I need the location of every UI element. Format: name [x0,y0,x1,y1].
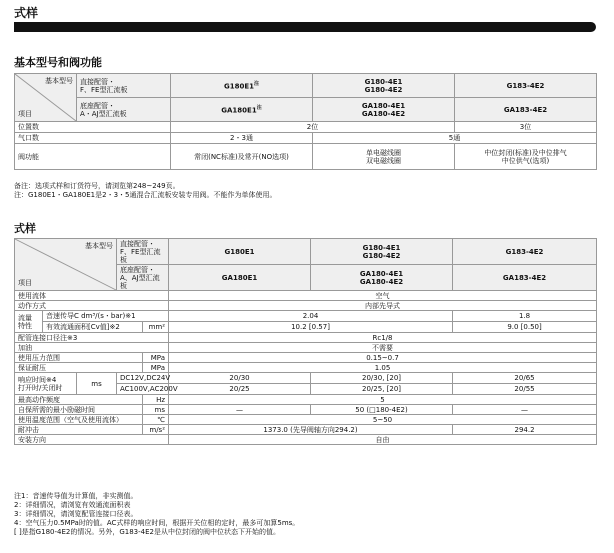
row-label-temperature: 使用温度范围（空气及使用流体） [15,415,143,425]
value-cell: 20/30 [169,373,311,384]
mount-type-base: 底座配管・ A・AJ型汇流板 [77,98,171,122]
note-line: 注1：音速传导值为计算值，非实测值。 [14,492,138,500]
row-label-fluid: 使用流体 [15,291,169,301]
corner-item-label: 项目 [18,279,32,287]
row-label-sonic-conductance: 音速传导C dm³/(s・bar)※1 [43,311,169,322]
note-line: 3：详细情况，请浏览配管连接口径表。 [14,510,138,518]
value-cell: Rc1/8 [169,333,597,343]
value-cell: 50 (□180-4E2) [311,405,453,415]
value-cell: 2位 [171,122,455,133]
model-cell: $G180E1^注$ [171,74,313,98]
value-cell: 294.2 [453,425,597,435]
corner-item-label: 项目 [18,110,32,118]
model-cell: GA180-4E1 GA180-4E2 [311,265,453,291]
value-cell: 3位 [455,122,597,133]
value-cell: 空气 [169,291,597,301]
basic-model-table [14,73,597,170]
row-label-port-size: 配管连接口径注※3 [15,333,169,343]
model-cell: $GA180E1^注$ [171,98,313,122]
section-title-specs: 式样 [14,222,36,235]
value-cell: 中位封闭(标准)及中位排气 中位供气(选项) [455,144,597,170]
value-cell: 5~50 [169,415,597,425]
mount-type-direct: 直接配管・ F、FE型汇流板 [117,239,169,265]
unit-cell: MPa [143,353,169,363]
value-cell: 内部先导式 [169,301,597,311]
value-cell: 5 [169,395,597,405]
unit-cell: Hz [143,395,169,405]
unit-cell: m/s² [143,425,169,435]
value-cell: 20/30, [20] [311,373,453,384]
row-label-ac: AC100V,AC200V [117,384,169,395]
row-label-dc: DC12V,DC24V [117,373,169,384]
notes-specs [14,492,299,537]
row-label-shock: 耐冲击 [15,425,143,435]
value-cell: — [453,405,597,415]
value-cell: 1.05 [169,363,597,373]
value-cell: 20/55 [453,384,597,395]
value-cell: 2.04 [169,311,453,322]
value-cell: 20/25 [169,384,311,395]
corner-header [15,239,117,291]
row-label-action: 动作方式 [15,301,169,311]
model-cell: G183-4E2 [455,74,597,98]
row-label-min-excitation: 自保所需的最小励磁时间 [15,405,143,415]
row-label-mounting: 安装方向 [15,435,169,445]
model-cell: G180E1 [169,239,311,265]
value-cell: 1.8 [453,311,597,322]
value-cell: 5通 [313,133,597,144]
value-cell: 常闭(NC标准)及常开(NO选项) [171,144,313,170]
row-label-lubrication: 加油 [15,343,169,353]
note-line: 2：详细情况，请浏览有效通流面积表 [14,501,131,509]
corner-model-label: 基本型号 [45,77,73,85]
row-label-flow-group: 流量 特性 [15,311,43,333]
model-cell: G183-4E2 [453,239,597,265]
value-cell: 自由 [169,435,597,445]
value-cell: 1373.0 (先导阀轴方向294.2) [169,425,453,435]
value-cell: 9.0 [0.50] [453,322,597,333]
row-label-positions: 位置数 [15,122,171,133]
value-cell: 20/65 [453,373,597,384]
title-divider [14,22,596,32]
model-cell: GA183-4E2 [455,98,597,122]
section-title-basic-models: 基本型号和阀功能 [14,56,102,69]
model-cell: GA180-4E1 GA180-4E2 [313,98,455,122]
value-cell: 0.15~0.7 [169,353,597,363]
note-line: 注：G180E1・GA180E1是2・3・5通混合汇流板安装专用阀。不能作为单体使用。 [14,191,277,199]
row-label-effective-area: 有效流通面积[Cv值]※2 [43,322,143,333]
value-cell: 10.2 [0.57] [169,322,453,333]
mount-type-base: 底座配管・ A、AJ型汇流板 [117,265,169,291]
note-line: 4：空气压力0.5MPa时的值。AC式样的响应时间，根据开关位相的定时，最多可加算5ms。 [14,519,300,527]
row-label-ports: 气口数 [15,133,171,144]
unit-cell: ms [143,405,169,415]
note-line: 备注：选项式样和订货符号，请浏览第248~249页。 [14,182,180,190]
value-cell: 2・3通 [171,133,313,144]
row-label-proof-pressure: 保证耐压 [15,363,143,373]
spec-table [14,238,597,445]
corner-model-label: 基本型号 [85,242,113,250]
row-label-pressure-range: 使用压力范围 [15,353,143,363]
mount-type-direct: 直接配管・ F、FE型汇流板 [77,74,171,98]
row-label-response-time: 响应时间※4 打开时/关闭时 [15,373,77,395]
model-cell: GA180E1 [169,265,311,291]
value-cell: 20/25, [20] [311,384,453,395]
note-line: [ ]是指G180-4E2的情况。另外，G183-4E2是从中位封闭的阀中位状态下开始的值。 [14,528,280,536]
page-title: 式样 [14,6,39,20]
value-cell: — [169,405,311,415]
unit-cell: ms [77,373,117,395]
model-cell: G180-4E1 G180-4E2 [313,74,455,98]
row-label-max-frequency: 最高动作频度 [15,395,143,405]
unit-cell: ℃ [143,415,169,425]
corner-header [15,74,77,122]
value-cell: 不需要 [169,343,597,353]
unit-cell: MPa [143,363,169,373]
notes-basic [14,182,276,200]
value-cell: 单电磁线圈 双电磁线圈 [313,144,455,170]
model-cell: GA183-4E2 [453,265,597,291]
row-label-function: 阀功能 [15,144,171,170]
model-cell: G180-4E1 G180-4E2 [311,239,453,265]
unit-cell: mm² [143,322,169,333]
